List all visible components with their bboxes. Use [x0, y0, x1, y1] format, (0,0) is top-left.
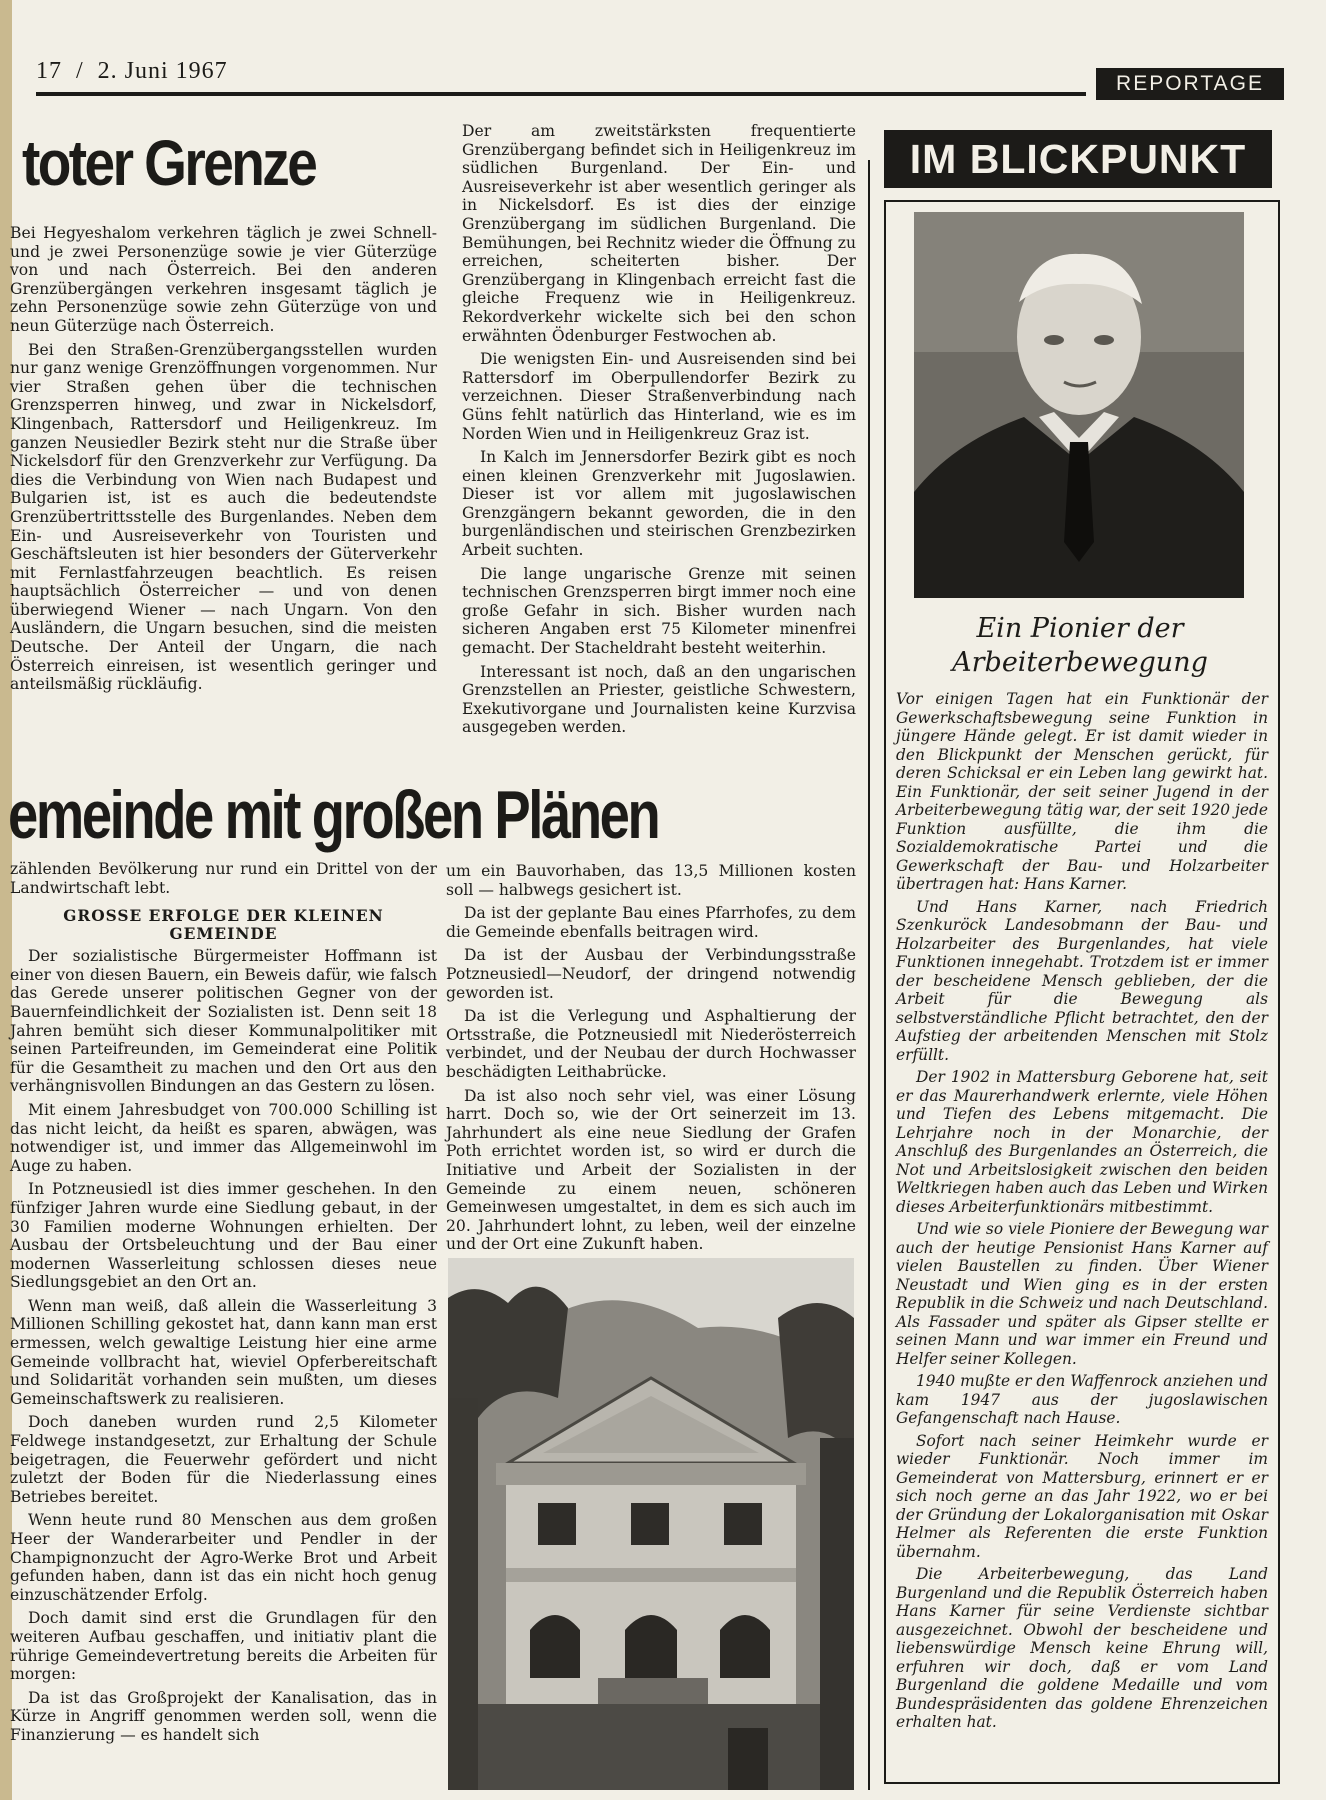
paragraph: Mit einem Jahresbudget von 700.000 Schilling ist das nicht leicht, da heißt es sparen, abwägen, was notwendiger ist, und immer das Allgemeinwohl im Auge zu haben.: [10, 1100, 437, 1175]
subheading: GROSSE ERFOLGE DER KLEINEN GEMEINDE: [63, 907, 384, 944]
paragraph: Da ist die Verlegung und Asphaltierung der Ortsstraße, die Potzneusiedl mit Niederösterreich verbindet, und der Neubau der durch Hochwasser beschädigten Leithabrücke.: [446, 1007, 856, 1081]
paragraph: Da ist das Großprojekt der Kanalisation, das in Kürze in Angriff genommen werden soll, wenn die Finanzierung — es handelt sich: [10, 1688, 437, 1744]
paragraph: Und wie so viele Pioniere der Bewegung war auch der heutige Pensionist Hans Karner auf vielen Baustellen zu finden. Über Wiener Neustadt und Wien ging es in der ersten Republik in die Schweiz und nach Deutschland. Als Fassader und später als Gipser stellte er seinen Mann und war immer ein Freund und Helfer seiner Kollegen.: [896, 1220, 1268, 1368]
paragraph: Wenn man weiß, daß allein die Wasserleitung 3 Millionen Schilling gekostet hat, dann kann man erst ermessen, welch gewaltige Leistung hier eine arme Gemeinde vollbracht hat, wieviel Opferbereitschaft und Solidarität vorhanden sein mußten, um dieses Gemeinschaftswerk zu realisieren.: [10, 1296, 437, 1408]
paragraph: Der 1902 in Mattersburg Geborene hat, seit er das Maurerhandwerk erlernte, viele Höhen und Tiefen des Lebens mitgemacht. Die Lehrjahre noch in der Monarchie, der Anschluß des Burgenlandes an Österreich, die Not und Arbeitslosigkeit zwischen den beiden Weltkriegen haben auch das Leben und Wirken dieses Arbeiterfunktionärs mitbestimmt.: [896, 1068, 1268, 1216]
page-header: [36, 58, 228, 85]
issue-date: 2. Juni 1967: [97, 58, 228, 84]
portrait-photo: [914, 212, 1244, 598]
paragraph: In Potzneusiedl ist dies immer geschehen. In den fünfziger Jahren wurde eine Siedlung gebaut, in der 30 Familien moderne Wohnungen erhielten. Der Ausbau der Ortsbeleuchtung und der Bau einer modernen Wasserleitung schlossen dieses neue Siedlungsgebiet an den Ort an.: [10, 1180, 437, 1292]
header-rule: [36, 92, 1086, 96]
paragraph: Doch daneben wurden rund 2,5 Kilometer Feldwege instandgesetzt, zur Erhaltung der Schule beigetragen, die Feuerwehr gefördert und nicht zuletzt der Boden für die Niederlassung eines Betriebes bereitet.: [10, 1413, 437, 1506]
building-illustration: [448, 1258, 854, 1790]
paragraph: Da ist der Ausbau der Verbindungsstraße Potzneusiedl—Neudorf, der dringend notwendig geworden ist.: [446, 946, 856, 1002]
sidebar-text: [896, 690, 1268, 1736]
paragraph: Da ist also noch sehr viel, was einer Lösung harrt. Doch so, wie der Ort seinerzeit im 13. Jahrhundert als eine neue Siedlung der Grafen Poth errichtet worden ist, so wird er durch die Initiative und Arbeit der Sozialisten in der Gemeinde zu einem neuen, schöneren Gemeinwesen umgestaltet, in dem es sich auch im 20. Jahrhundert lohnt, zu leben, weil der einzelne und der Ort eine Zukunft haben.: [446, 1086, 856, 1254]
paragraph: zählenden Bevölkerung nur rund ein Drittel von der Landwirtschaft lebt.: [10, 860, 437, 897]
paragraph: Und Hans Karner, nach Friedrich Szenkuröck Landesobmann der Bau- und Holzarbeiter des Burgenlandes, hat viele Funktionen innegehabt. Trotzdem ist er immer der bescheidene Mensch geblieben, der die Arbeit für die Bewegung als selbstverständliche Pflicht betrachtet, den der Aufstieg der arbeitenden Menschen mit Stolz erfüllt.: [896, 897, 1268, 1064]
paragraph: Der am zweitstärksten frequentierte Grenzübergang befindet sich in Heiligenkreuz im südlichen Burgenland. Der Ein- und Ausreiseverkehr ist aber wesentlich geringer als in Nickelsdorf. Es ist dies der einzige Grenzübergang im südlichen Burgenland. Die Bemühungen, bei Rechnitz wieder die Öffnung zu erreichen, scheiterten bisher. Der Grenzübergang in Klingenbach erreicht fast die gleiche Frequenz wie in Heiligenkreuz. Rekordverkehr wickelte sich bei den schon erwähnten Ödenburger Festwochen ab.: [462, 122, 856, 345]
paragraph: Die Arbeiterbewegung, das Land Burgenland und die Republik Österreich haben Hans Karner für seine Verdienste sichtbar ausgezeichnet. Obwohl der bescheidene und liebenswürdige Mensch keine Ehrung will, erfuhren wir doch, daß er vom Land Burgenland die goldene Medaille und vom Bundespräsidenten das goldene Ehrenzeichen erhalten hat.: [896, 1565, 1268, 1731]
section-label: REPORTAGE: [1096, 68, 1284, 100]
paragraph: Bei Hegyeshalom verkehren täglich je zwei Schnell- und je zwei Personenzüge sowie je vier Güterzüge von und nach Österreich. Bei den anderen Grenzübergängen verkehren insgesamt täglich je zehn Personenzüge sowie zehn Güterzüge von und neun Güterzüge nach Österreich.: [10, 224, 437, 335]
article1-column-1: [10, 224, 437, 699]
paragraph: Vor einigen Tagen hat ein Funktionär der Gewerkschaftsbewegung seine Funktion in jüngere Hände gelegt. Er ist damit wieder in den Blickpunkt der Menschen gerückt, für deren Schicksal er ein Leben lang gewirkt hat. Ein Funktionär, der seit seiner Jugend in der Arbeiterbewegung tätig war, der seit 1920 jede Funktion ausfüllte, die ihm die Sozialdemokratische Partei und die Gewerkschaft der Bau- und Holzarbeiter übertragen hat: Hans Karner.: [896, 690, 1268, 893]
page-number: 17: [36, 58, 62, 84]
article2-headline: emeinde mit großen Plänen: [8, 777, 659, 853]
paragraph: Sofort nach seiner Heimkehr wurde er wieder Funktionär. Noch immer im Gemeinderat von Mattersburg, erinnert er er sich noch gerne an das Jahr 1922, wo er bei der Gründung der Lokalorganisation mit Oskar Helmer als Referenten die erste Funktion übernahm.: [896, 1431, 1268, 1561]
paragraph: Interessant ist noch, daß an den ungarischen Grenzstellen an Priester, geistliche Schwestern, Exekutivorgane und Journalisten keine Kurzvisa ausgegeben werden.: [462, 662, 856, 737]
paragraph: Die wenigsten Ein- und Ausreisenden sind bei Rattersdorf im Oberpullendorfer Bezirk zu verzeichnen. Dieser Straßenverbindung nach Güns fehlt natürlich das Hinterland, wie es im Norden Wien und in Heiligenkreuz Graz ist.: [462, 350, 856, 443]
header-separator: /: [76, 58, 84, 84]
subtitle-line-1: Ein Pionier der: [976, 613, 1184, 644]
paragraph: Bei den Straßen-Grenzübergangsstellen wurden nur ganz wenige Grenzöffnungen vorgenommen. Nur vier Straßen gehen über die technischen Grenzsperren hinweg, und zwar in Nickelsdorf, Klingenbach, Rattersdorf und Heiligenkreuz. Im ganzen Neusiedler Bezirk steht nur die Straße über Nickelsdorf für den Grenzverkehr zur Verfügung. Da dies die Verbindung von Wien nach Budapest und Bulgarien ist, ist es auch die bedeutendste Grenzübertrittsstelle des Burgenlandes. Neben dem Ein- und Ausreiseverkehr von Touristen und Geschäftsleuten ist hier besonders der Güterverkehr mit Fernlastfahrzeugen beachtlich. Es reisen hauptsächlich Österreicher — und von denen überwiegend Wiener — nach Ungarn. Von den Ausländern, die Ungarn besuchen, sind die meisten Deutsche. Der Anteil der Ungarn, die nach Österreich einreisen, ist wesentlich geringer und anteilsmäßig rückläufig.: [10, 340, 437, 694]
sidebar-subtitle: [884, 612, 1276, 680]
article1-headline: toter Grenze: [22, 127, 316, 199]
sidebar-title: IM BLICKPUNKT: [884, 130, 1272, 188]
article1-column-2: [462, 122, 856, 742]
paragraph: Wenn heute rund 80 Menschen aus dem großen Heer der Wanderarbeiter und Pendler in der Champignonzucht der Agro-Werke Brot und Arbeit gefunden haben, dann ist das ein nicht hoch genug einzuschätzender Erfolg.: [10, 1511, 437, 1604]
paragraph: Der sozialistische Bürgermeister Hoffmann ist einer von diesen Bauern, ein Beweis dafür, wie falsch das Gerede unserer politischen Gegner von der Bauernfeindlichkeit der Sozialisten ist. Denn seit 18 Jahren bemüht sich dieser Kommunalpolitiker mit seinen Parteifreunden, im Gemeinderat eine Politik für die Gesamtheit zu machen und den Ort aus den verhängnisvollen Bindungen an das Gestern zu lösen.: [10, 947, 437, 1096]
paragraph: In Kalch im Jennersdorfer Bezirk gibt es noch einen kleinen Grenzverkehr mit Jugoslawien. Dieser ist vor allem mit jugoslawischen Grenzgängern bekannt geworden, die in den burgenländischen und steirischen Grenzbezirken Arbeit suchten.: [462, 448, 856, 560]
paragraph: 1940 mußte er den Waffenrock anziehen und kam 1947 aus der jugoslawischen Gefangenschaft nach Hause.: [896, 1372, 1268, 1427]
paragraph: Doch damit sind erst die Grundlagen für den weiteren Aufbau geschaffen, und initiativ plant die rührige Gemeindevertretung bereits die Arbeiten für morgen:: [10, 1609, 437, 1684]
paragraph: um ein Bauvorhaben, das 13,5 Millionen kosten soll — halbwegs gesichert ist.: [446, 862, 856, 899]
paragraph: Da ist der geplante Bau eines Pfarrhofes, zu dem die Gemeinde ebenfalls beitragen wird.: [446, 904, 856, 941]
subtitle-line-2: Arbeiterbewegung: [952, 647, 1208, 678]
article2-column-1: [10, 860, 437, 1750]
article2-column-2: [446, 862, 856, 1259]
building-photo: [448, 1258, 854, 1790]
column-rule: [868, 160, 870, 1790]
portrait-illustration: [914, 212, 1244, 598]
paragraph: Die lange ungarische Grenze mit seinen technischen Grenzsperren birgt immer noch eine große Gefahr in sich. Bisher wurden nach sicheren Angaben erst 75 Kilometer minenfrei gemacht. Der Stacheldraht besteht weiterhin.: [462, 564, 856, 658]
